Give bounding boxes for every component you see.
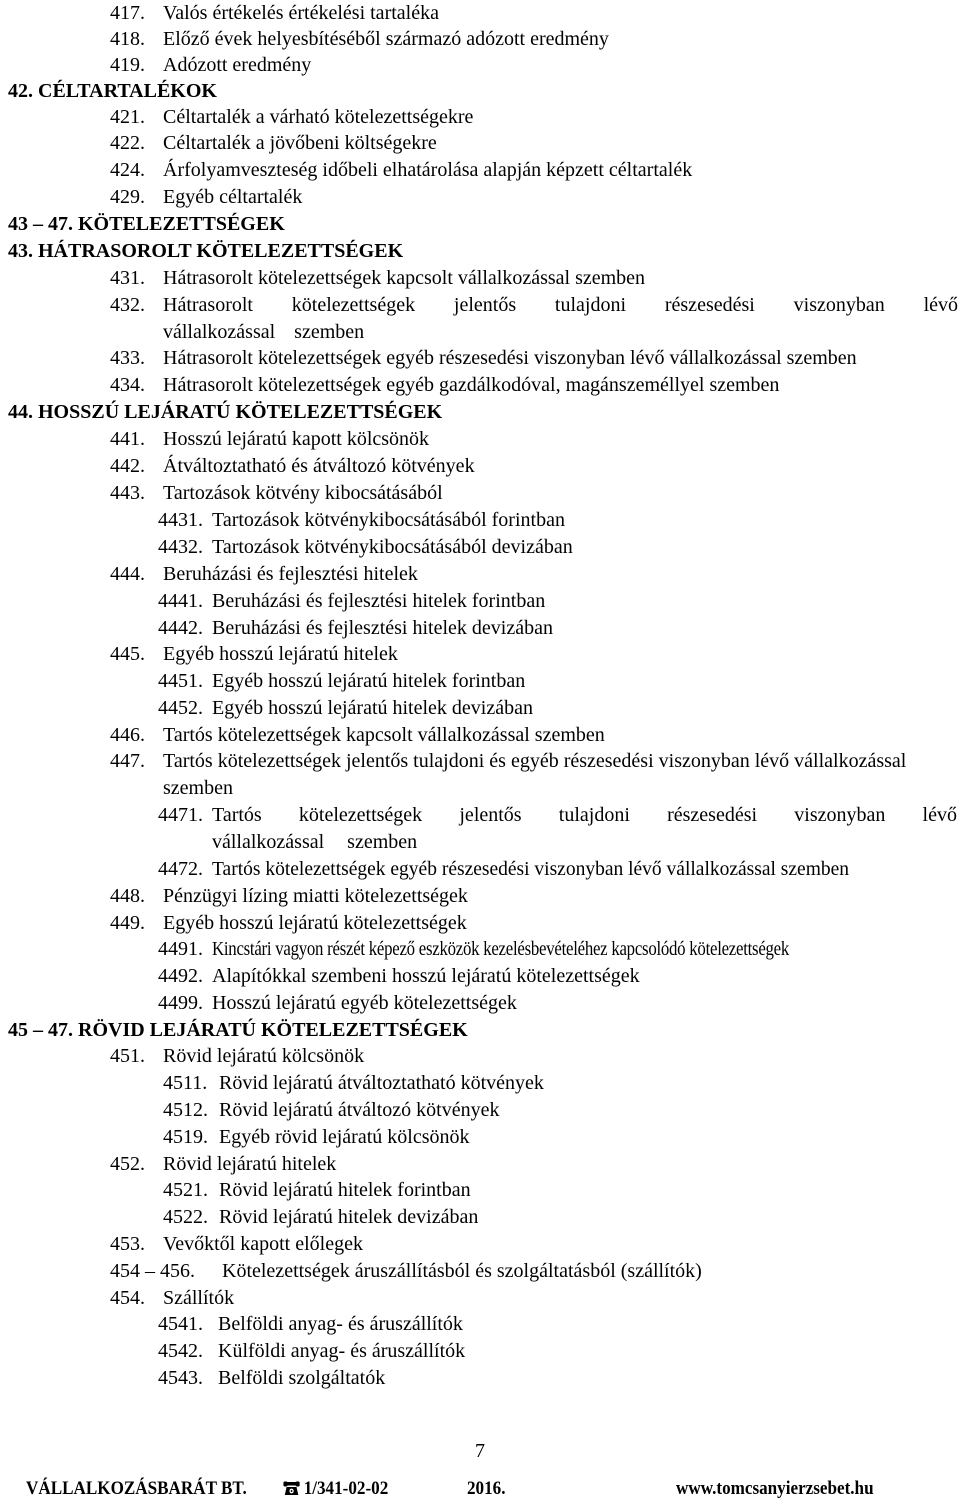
entry-4542: 4542. Külföldi anyag- és áruszállítók bbox=[158, 1340, 466, 1362]
entry-453: 453. Vevőktől kapott előlegek bbox=[110, 1233, 363, 1255]
entry-4499: 4499. Hosszú lejáratú egyéb kötelezettségek bbox=[158, 992, 517, 1014]
entry-4541: 4541. Belföldi anyag- és áruszállítók bbox=[158, 1313, 463, 1335]
footer-website-link[interactable]: www.tomcsanyierzsebet.hu bbox=[676, 1478, 874, 1499]
entry-4543: 4543. Belföldi szolgáltatók bbox=[158, 1367, 386, 1389]
entry-4492: 4492. Alapítókkal szembeni hosszú lejáratú kötelezettségek bbox=[158, 965, 640, 987]
entry-4432: 4432. Tartozások kötvénykibocsátásából devizában bbox=[158, 536, 573, 558]
entry-452: 452. Rövid lejáratú hitelek bbox=[110, 1153, 337, 1175]
entry-454: 454. Szállítók bbox=[110, 1287, 235, 1309]
entry-442: 442. Átváltoztatható és átváltozó kötvények bbox=[110, 455, 475, 477]
entry-4451: 4451. Egyéb hosszú lejáratú hitelek forintban bbox=[158, 670, 526, 692]
entry-447: 447. Tartós kötelezettségek jelentős tulajdoni és egyéb részesedési viszonyban lévő vállalkozással szemben bbox=[110, 750, 907, 799]
entry-421: 421. Céltartalék a várható kötelezettségekre bbox=[110, 106, 474, 128]
entry-424: 424. Árfolyamveszteség időbeli elhatárolása alapján képzett céltartalék bbox=[110, 159, 693, 181]
heading-43-47: 43 – 47. KÖTELEZETTSÉGEK bbox=[8, 213, 285, 235]
entry-454-456: 454 – 456. Kötelezettségek áruszállításból és szolgáltatásból (szállítók) bbox=[110, 1260, 702, 1282]
phone-icon bbox=[283, 1480, 300, 1496]
footer-year: 2016. bbox=[467, 1478, 506, 1499]
entry-432: 432. Hátrasorolt kötelezettségek jelentős tulajdoni részesedési viszonyban lévő vállalkozással szemben bbox=[110, 294, 958, 343]
entry-4519: 4519. Egyéb rövid lejáratú kölcsönök bbox=[163, 1126, 470, 1148]
entry-4452: 4452. Egyéb hosszú lejáratú hitelek devizában bbox=[158, 697, 533, 719]
entry-4522: 4522. Rövid lejáratú hitelek devizában bbox=[163, 1206, 479, 1228]
entry-449: 449. Egyéb hosszú lejáratú kötelezettségek bbox=[110, 912, 467, 934]
entry-448: 448. Pénzügyi lízing miatti kötelezettségek bbox=[110, 885, 468, 907]
heading-42: 42. CÉLTARTALÉKOK bbox=[8, 80, 217, 102]
entry-4472: 4472. Tartós kötelezettségek egyéb részesedési viszonyban lévő vállalkozással szemben bbox=[158, 858, 850, 880]
footer-company: VÁLLALKOZÁSBARÁT BT. bbox=[26, 1478, 247, 1499]
page-number: 7 bbox=[475, 1440, 485, 1462]
entry-4491: 4491. Kincstári vagyon részét képező eszközök kezelésbevételéhez kapcsolódó kötelezettségek bbox=[158, 938, 790, 960]
entry-417: 417. Valós értékelés értékelési tartaléka bbox=[110, 2, 439, 24]
entry-4471: 4471. Tartós kötelezettségek jelentős tulajdoni részesedési viszonyban lévő vállalkozással szemben bbox=[158, 804, 957, 853]
page-footer bbox=[0, 1476, 960, 1505]
footer-phone-group bbox=[283, 1478, 388, 1500]
entry-4521: 4521. Rövid lejáratú hitelek forintban bbox=[163, 1179, 471, 1201]
entry-431: 431. Hátrasorolt kötelezettségek kapcsolt vállalkozással szemben bbox=[110, 267, 646, 289]
entry-4431: 4431. Tartozások kötvénykibocsátásából forintban bbox=[158, 509, 565, 531]
entry-451: 451. Rövid lejáratú kölcsönök bbox=[110, 1045, 365, 1067]
entry-419: 419. Adózott eredmény bbox=[110, 54, 312, 76]
entry-434: 434. Hátrasorolt kötelezettségek egyéb gazdálkodóval, magánszeméllyel szemben bbox=[110, 374, 780, 396]
heading-45-47: 45 – 47. RÖVID LEJÁRATÚ KÖTELEZETTSÉGEK bbox=[8, 1019, 468, 1041]
entry-4512: 4512. Rövid lejáratú átváltozó kötvények bbox=[163, 1099, 500, 1121]
entry-446: 446. Tartós kötelezettségek kapcsolt vállalkozással szemben bbox=[110, 724, 605, 746]
entry-444: 444. Beruházási és fejlesztési hitelek bbox=[110, 563, 418, 585]
entry-441: 441. Hosszú lejáratú kapott kölcsönök bbox=[110, 428, 430, 450]
entry-422: 422. Céltartalék a jövőbeni költségekre bbox=[110, 132, 437, 154]
entry-4511: 4511. Rövid lejáratú átváltoztatható kötvények bbox=[163, 1072, 544, 1094]
entry-443: 443. Tartozások kötvény kibocsátásából bbox=[110, 482, 443, 504]
entry-433: 433. Hátrasorolt kötelezettségek egyéb részesedési viszonyban lévő vállalkozással szemben bbox=[110, 347, 857, 369]
footer-phone-number: 1/341-02-02 bbox=[303, 1478, 389, 1499]
heading-43: 43. HÁTRASOROLT KÖTELEZETTSÉGEK bbox=[8, 240, 404, 262]
entry-418: 418. Előző évek helyesbítéséből származó adózott eredmény bbox=[110, 28, 609, 50]
entry-429: 429. Egyéb céltartalék bbox=[110, 186, 303, 208]
entry-4441: 4441. Beruházási és fejlesztési hitelek forintban bbox=[158, 590, 546, 612]
entry-4442: 4442. Beruházási és fejlesztési hitelek devizában bbox=[158, 617, 553, 639]
heading-44: 44. HOSSZÚ LEJÁRATÚ KÖTELEZETTSÉGEK bbox=[8, 401, 443, 423]
entry-445: 445. Egyéb hosszú lejáratú hitelek bbox=[110, 643, 398, 665]
